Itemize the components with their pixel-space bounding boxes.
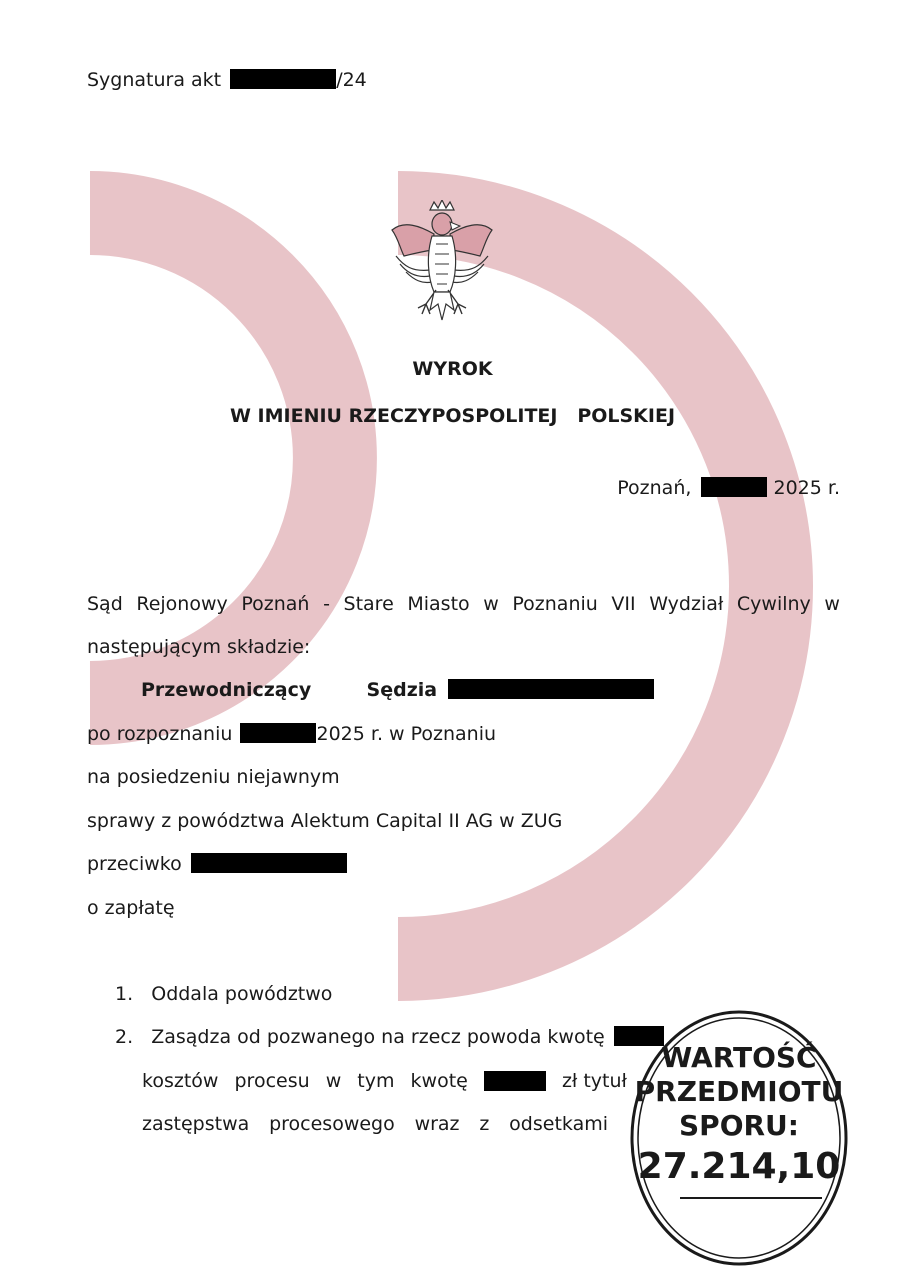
word: zastępstwa [142, 1113, 250, 1135]
word: procesowego [269, 1113, 395, 1135]
watermark-arc-left [90, 213, 335, 703]
verdict-item-text: Oddala powództwo [151, 983, 333, 1005]
subject-line: o zapłatę [87, 897, 175, 919]
dispute-value-stamp [630, 1008, 848, 1268]
word: Rejonowy [136, 593, 228, 615]
judge-label: Sędzia [366, 679, 438, 701]
word: Poznań [241, 593, 310, 615]
word: Poznaniu [512, 593, 598, 615]
stamp-line-3: SPORU: [679, 1109, 799, 1142]
word: w [824, 593, 840, 615]
date-line [617, 476, 840, 500]
word: wraz [414, 1113, 460, 1135]
polish-eagle-emblem-icon [390, 200, 494, 328]
word: kwotę [410, 1070, 468, 1092]
verdict-item-number: 2. [115, 1026, 134, 1048]
court-composition-line: następującym składzie: [87, 636, 311, 658]
word: z [479, 1113, 490, 1135]
redaction-box [240, 723, 316, 743]
court-name-line [87, 592, 840, 616]
word: Stare [343, 593, 394, 615]
review-suffix: 2025 r. w Poznaniu [316, 723, 497, 745]
date-year: 2025 r. [773, 477, 840, 499]
verdict-item-1 [115, 982, 332, 1006]
word: w [483, 593, 499, 615]
word: Miasto [407, 593, 470, 615]
redaction-box [191, 853, 347, 873]
redaction-box [230, 69, 336, 89]
stamp-line-1: WARTOŚĆ [661, 1041, 817, 1074]
word: Sąd [87, 593, 123, 615]
word: odsetkami [509, 1113, 608, 1135]
date-city: Poznań, [617, 477, 692, 499]
word: Wydział [649, 593, 724, 615]
defendant-line [87, 852, 347, 876]
word: w [325, 1070, 342, 1092]
redaction-box [448, 679, 654, 699]
word: - [323, 593, 330, 615]
verdict-item-text: Zasądza od pozwanego na rzecz powoda kwotę [151, 1026, 605, 1048]
judgment-subtitle: W IMIENIU RZECZYPOSPOLITEJ POLSKIEJ [229, 405, 676, 427]
case-parties-line: sprawy z powództwa Alektum Capital II AG w ZUG [87, 810, 563, 832]
word: VII [611, 593, 636, 615]
signature-suffix: /24 [336, 69, 367, 91]
verdict-item-2 [115, 1025, 664, 1049]
signature-label: Sygnatura akt [87, 69, 222, 91]
redaction-box [484, 1071, 546, 1091]
word: procesu [234, 1070, 310, 1092]
review-prefix: po rozpoznaniu [87, 723, 233, 745]
word: kosztów [142, 1070, 219, 1092]
word: zł tytuł [561, 1070, 627, 1092]
case-signature-line [87, 68, 367, 92]
presiding-line [141, 678, 654, 702]
verdict-item-number: 1. [115, 983, 134, 1005]
verdict-item-2-line-2 [142, 1069, 627, 1093]
redaction-box [701, 477, 767, 497]
stamp-line-2: PRZEDMIOTU [634, 1075, 844, 1108]
judgment-title: WYROK [412, 358, 493, 380]
session-line: na posiedzeniu niejawnym [87, 766, 340, 788]
word: tym [357, 1070, 395, 1092]
verdict-item-2-line-3 [142, 1112, 608, 1136]
stamp-value: 27.214,10 [637, 1146, 841, 1187]
word: Cywilny [736, 593, 811, 615]
against-label: przeciwko [87, 853, 182, 875]
presiding-label: Przewodniczący [141, 679, 312, 701]
review-date-line [87, 722, 496, 746]
